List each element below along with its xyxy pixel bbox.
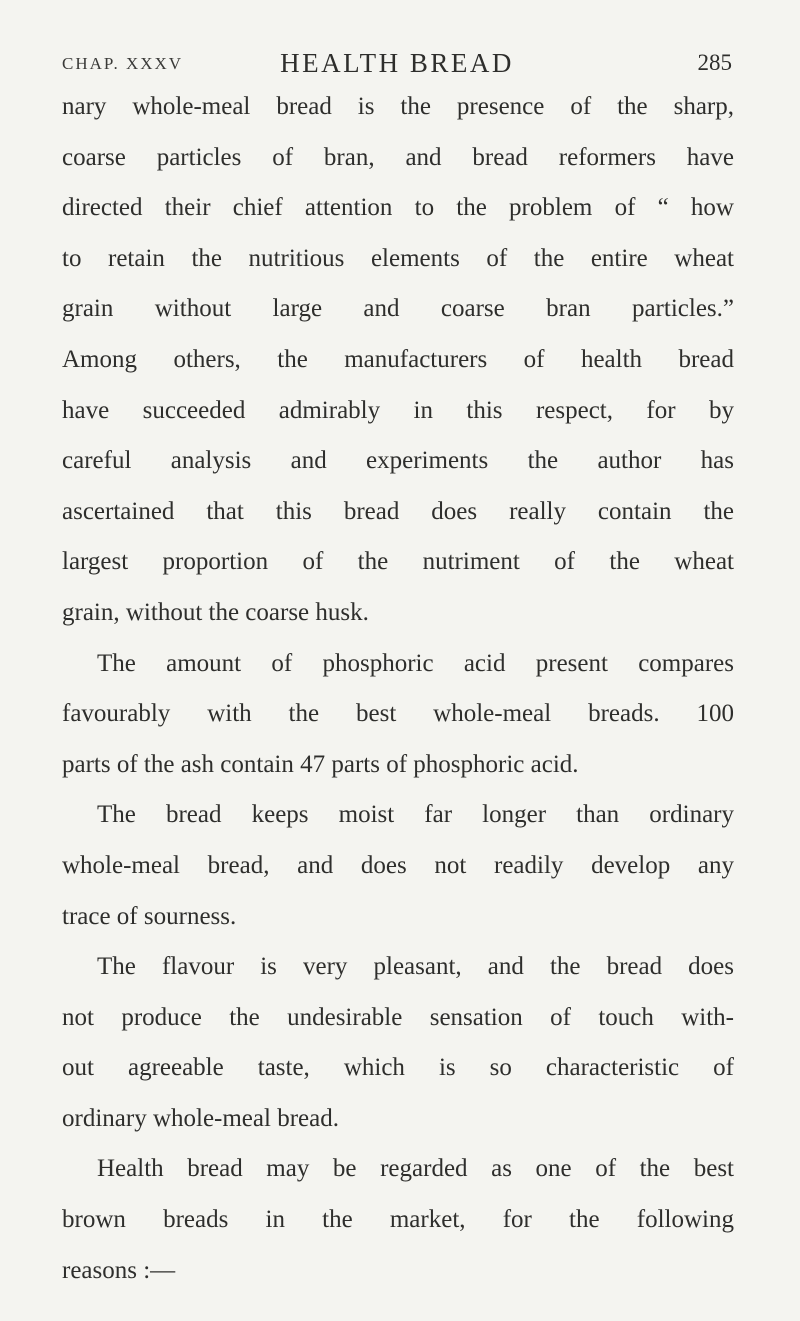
text-line: grain without large and coarse bran particles.” bbox=[62, 295, 734, 323]
text-line: Health bread may be regarded as one of the best bbox=[97, 1155, 734, 1183]
text-line: largest proportion of the nutriment of the wheat bbox=[62, 548, 734, 576]
text-line: not produce the undesirable sensation of touch with- bbox=[62, 1003, 734, 1031]
text-line: have succeeded admirably in this respect, for by bbox=[62, 396, 734, 424]
paragraph-2 bbox=[62, 639, 734, 791]
text-line: ordinary whole-meal bread. bbox=[62, 1104, 339, 1132]
text-line: out agreeable taste, which is so characteristic of bbox=[62, 1054, 734, 1082]
text-line: brown breads in the market, for the following bbox=[62, 1206, 734, 1234]
page-number: 285 bbox=[697, 50, 732, 75]
chapter-label: CHAP. XXXV bbox=[62, 54, 184, 73]
body-text bbox=[62, 82, 734, 1296]
paragraph-4 bbox=[62, 942, 734, 1144]
text-line: ascertained that this bread does really contain the bbox=[62, 497, 734, 525]
text-line: The amount of phosphoric acid present compares bbox=[97, 649, 734, 677]
text-line: nary whole-meal bread is the presence of the sharp, bbox=[62, 93, 734, 120]
text-line: directed their chief attention to the problem of “ how bbox=[62, 194, 734, 222]
text-line: parts of the ash contain 47 parts of phosphoric acid. bbox=[62, 750, 579, 778]
paragraph-3 bbox=[62, 790, 734, 942]
text-line: grain, without the coarse husk. bbox=[62, 598, 369, 626]
paragraph-5 bbox=[62, 1144, 734, 1296]
running-title: HEALTH BREAD bbox=[280, 48, 514, 78]
text-line: trace of sourness. bbox=[62, 902, 237, 930]
text-line: to retain the nutritious elements of the entire wheat bbox=[62, 244, 734, 272]
text-line: favourably with the best whole-meal breads. 100 bbox=[62, 700, 734, 728]
paragraph-1 bbox=[62, 82, 734, 639]
text-line: Among others, the manufacturers of health bread bbox=[62, 345, 734, 373]
text-line: reasons :— bbox=[62, 1256, 176, 1284]
text-line: The bread keeps moist far longer than ordinary bbox=[97, 801, 734, 829]
text-line: The flavour is very pleasant, and the bread does bbox=[97, 953, 734, 981]
text-line: coarse particles of bran, and bread reformers have bbox=[62, 143, 734, 171]
text-line: whole-meal bread, and does not readily develop any bbox=[62, 851, 734, 879]
text-line: careful analysis and experiments the author has bbox=[62, 447, 734, 475]
